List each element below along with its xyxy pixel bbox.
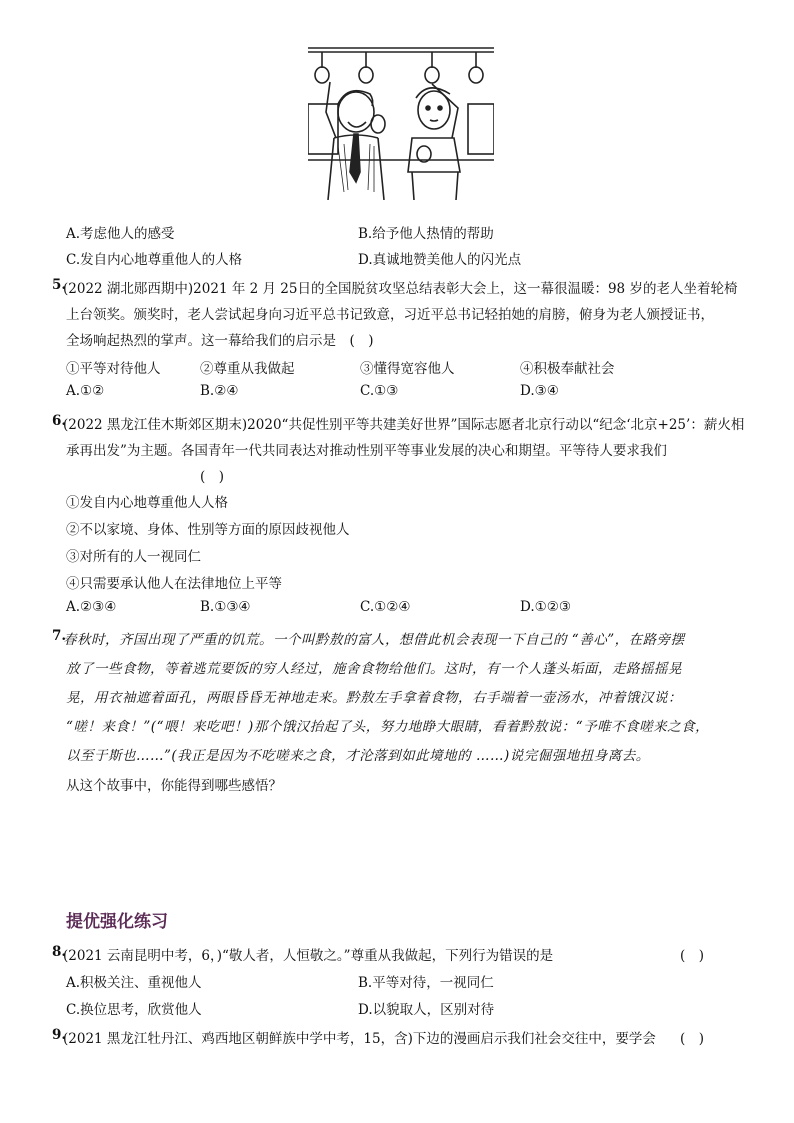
q8-stem: (2021 云南昆明中考，6，)“敬人者，人恒敬之。”尊重从我做起，下列行为错误的是 (63, 948, 554, 964)
comic-illustration (308, 42, 494, 200)
q6-option-b: B.①③④ (200, 599, 251, 615)
q8-number: 8. (52, 944, 67, 960)
q6-item-2: ②不以家境、身体、性别等方面的原因歧视他人 (66, 522, 350, 538)
q5-option-c: C.①③ (360, 383, 399, 399)
q7-question: 从这个故事中，你能得到哪些感悟？ (66, 778, 282, 794)
q6-item-4: ④只需要承认他人在法律地位上平等 (66, 576, 282, 592)
q8-option-a: A.积极关注、重视他人 (66, 975, 202, 991)
q9-answer-paren: ( ) (680, 1031, 705, 1047)
q8-option-b: B.平等对待，一视同仁 (358, 975, 494, 991)
q6-item-1: ①发自内心地尊重他人人格 (66, 495, 228, 511)
q7-line-3: 晃，用衣袖遮着面孔，两眼昏昏无神地走来。黔敖左手拿着食物，右手端着一壶汤水，冲着饿汉说： (66, 690, 682, 706)
q4-option-d: D.真诚地赞美他人的闪光点 (358, 252, 522, 268)
q5-item-1: ①平等对待他人 (66, 361, 161, 377)
q6-number: 6. (52, 413, 67, 429)
q5-option-d: D.③④ (520, 383, 559, 399)
q4-option-c: C.发自内心地尊重他人的人格 (66, 252, 243, 268)
q7-number: 7. (52, 628, 67, 644)
q5-option-a: A.①② (66, 383, 105, 399)
q5-line-2: 上台领奖。颁奖时，老人尝试起身向习近平总书记致意，习近平总书记轻拍她的肩膀，俯身为老人颁授证书， (66, 307, 714, 323)
q6-line-1: (2022 黑龙江佳木斯郊区期末)2020“共促性别平等共建美好世界”国际志愿者北京行动以“纪念‘北京+25’：薪火相 (63, 417, 745, 433)
q4-option-b: B.给予他人热情的帮助 (358, 226, 494, 242)
q8-option-c: C.换位思考，欣赏他人 (66, 1002, 202, 1018)
q6-option-c: C.①②④ (360, 599, 411, 615)
q6-line-2: 承再出发”为主题。各国青年一代共同表达对推动性别平等事业发展的决心和期望。平等待人要求我们 (66, 443, 667, 459)
q5-item-2: ②尊重从我做起 (200, 361, 295, 377)
q7-line-2: 放了一些食物，等着逃荒要饭的穷人经过，施舍食物给他们。这时，有一个人蓬头垢面，走路摇摇晃 (66, 661, 682, 677)
q5-line-1: (2022 湖北郧西期中)2021 年 2 月 25日的全国脱贫攻坚总结表彰大会上，这一幕很温暖：98 岁的老人坐着轮椅 (63, 281, 738, 297)
q6-option-d: D.①②③ (520, 599, 571, 615)
q6-answer-paren: ( ) (200, 469, 225, 485)
q8-answer-paren: ( ) (680, 948, 705, 964)
q6-item-3: ③对所有的人一视同仁 (66, 549, 201, 565)
q5-line-3: 全场响起热烈的掌声。这一幕给我们的启示是 ( ) (66, 333, 374, 349)
q5-number: 5. (52, 277, 67, 293)
q5-item-3: ③懂得宽容他人 (360, 361, 455, 377)
q7-line-5: 以至于斯也……”(我正是因为不吃嗟来之食，才沦落到如此境地的 ……)说完倔强地扭身离去。 (66, 748, 650, 764)
section-title: 提优强化练习 (66, 912, 168, 932)
q9-number: 9. (52, 1027, 67, 1043)
q5-item-4: ④积极奉献社会 (520, 361, 615, 377)
q7-line-4: “嗟！来食！”(“喂！来吃吧！)那个饿汉抬起了头，努力地睁大眼睛，看着黔敖说：“予唯不食嗟来之食， (66, 719, 710, 735)
q5-option-b: B.②④ (200, 383, 239, 399)
q4-option-a: A.考虑他人的感受 (66, 226, 175, 242)
q9-stem: (2021 黑龙江牡丹江、鸡西地区朝鲜族中学中考，15，含)下边的漫画启示我们社会交往中，要学会 (63, 1031, 656, 1047)
q6-option-a: A.②③④ (66, 599, 117, 615)
q7-line-1: 春秋时，齐国出现了严重的饥荒。一个叫黔敖的富人，想借此机会表现一下自己的 “善心”，在路旁摆 (63, 632, 685, 648)
q8-option-d: D.以貌取人，区别对待 (358, 1002, 495, 1018)
